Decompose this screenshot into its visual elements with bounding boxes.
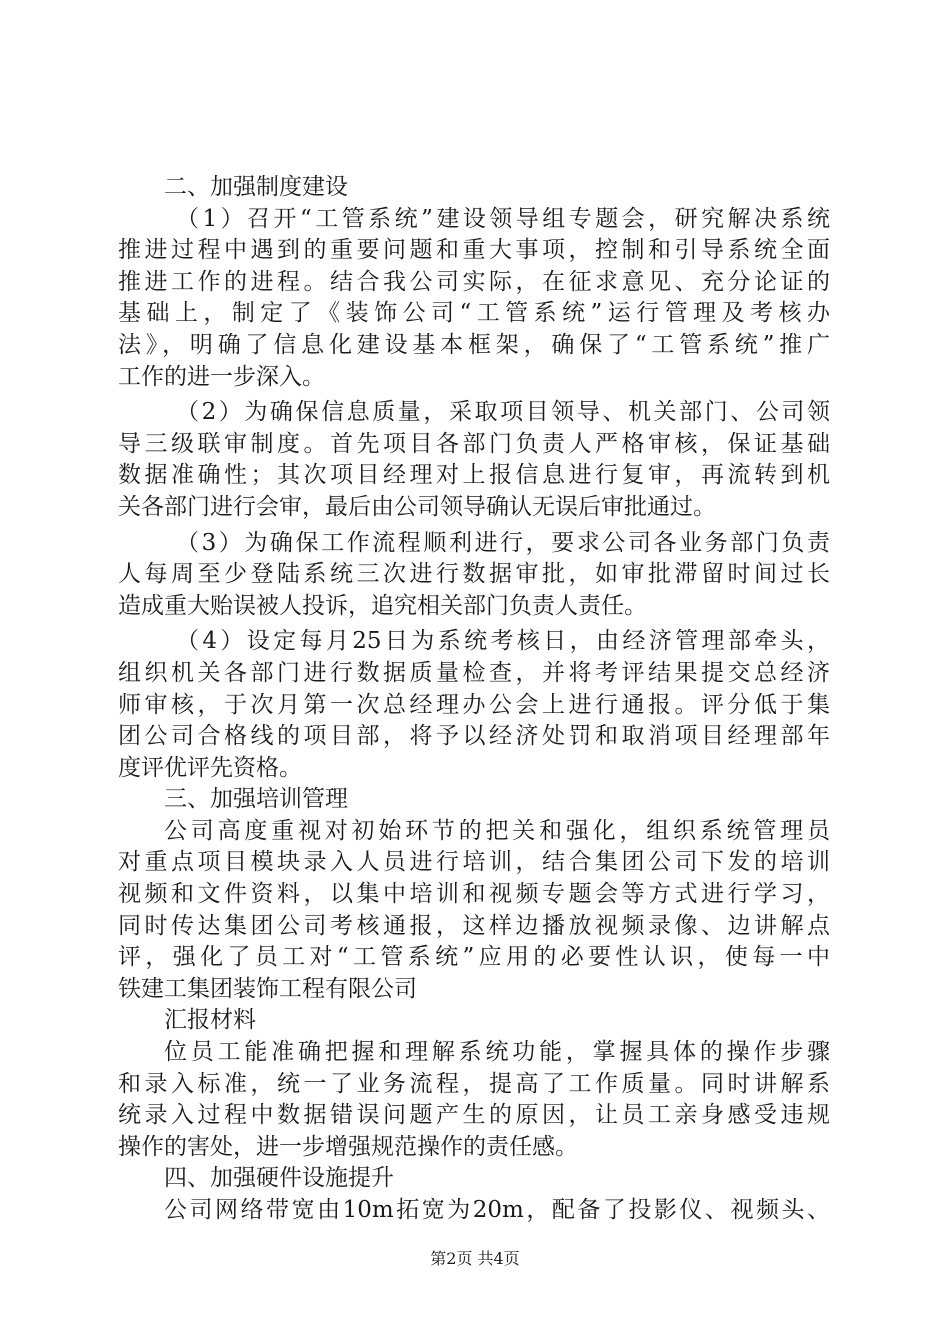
company-name-line: 铁建工集团装饰工程有限公司 bbox=[118, 975, 417, 1002]
section-heading: 三、加强培训管理 bbox=[164, 786, 348, 813]
paragraph-line: 法》，明确了信息化建设基本框架，确保了“工管系统”推广 bbox=[118, 331, 830, 358]
paragraph-line: 组织机关各部门进行数据质量检查，并将考评结果提交总经济 bbox=[118, 659, 830, 686]
paragraph-line: 位员工能准确把握和理解系统功能，掌握具体的操作步骤 bbox=[164, 1039, 830, 1066]
paragraph-line: 数据准确性；其次项目经理对上报信息进行复审，再流转到机 bbox=[118, 462, 830, 489]
report-label: 汇报材料 bbox=[164, 1007, 256, 1034]
paragraph-line: （3）为确保工作流程顺利进行，要求公司各业务部门负责 bbox=[176, 529, 830, 556]
paragraph-line: 造成重大贻误被人投诉，追究相关部门负责人责任。 bbox=[118, 592, 647, 619]
paragraph-line: 推进过程中遇到的重要问题和重大事项，控制和引导系统全面 bbox=[118, 237, 830, 264]
paragraph-line: 关各部门进行会审，最后由公司领导确认无误后审批通过。 bbox=[118, 493, 716, 520]
page-number-footer: 第2页 共4页 bbox=[430, 1249, 520, 1268]
paragraph-line: （2）为确保信息质量，采取项目领导、机关部门、公司领 bbox=[176, 399, 830, 426]
paragraph-line: 基础上，制定了《装饰公司“工管系统”运行管理及考核办 bbox=[118, 300, 830, 327]
paragraph-line: 公司网络带宽由10m拓宽为20m，配备了投影仪、视频头、 bbox=[164, 1197, 830, 1223]
paragraph-line: （4）设定每月25日为系统考核日，由经济管理部牵头， bbox=[176, 628, 830, 655]
paragraph-line: 导三级联审制度。首先项目各部门负责人严格审核，保证基础 bbox=[118, 430, 830, 457]
paragraph-line: 度评优评先资格。 bbox=[118, 754, 302, 781]
paragraph-line: 对重点项目模块录入人员进行培训，结合集团公司下发的培训 bbox=[118, 849, 830, 876]
paragraph-line: 人每周至少登陆系统三次进行数据审批，如审批滞留时间过长 bbox=[118, 561, 830, 588]
paragraph-line: 工作的进一步深入。 bbox=[118, 363, 325, 390]
paragraph-line: 操作的害处，进一步增强规范操作的责任感。 bbox=[118, 1133, 578, 1160]
paragraph-line: 公司高度重视对初始环节的把关和强化，组织系统管理员 bbox=[164, 817, 830, 844]
paragraph-line: 和录入标准，统一了业务流程，提高了工作质量。同时讲解系 bbox=[118, 1070, 830, 1097]
section-heading: 四、加强硬件设施提升 bbox=[164, 1165, 394, 1192]
document-body bbox=[118, 172, 830, 1227]
section-heading: 二、加强制度建设 bbox=[164, 174, 348, 200]
paragraph-line: 统录入过程中数据错误问题产生的原因，让员工亲身感受违规 bbox=[118, 1102, 830, 1129]
paragraph-line: （1）召开“工管系统”建设领导组专题会，研究解决系统 bbox=[176, 205, 830, 232]
paragraph-line: 视频和文件资料，以集中培训和视频专题会等方式进行学习， bbox=[118, 881, 830, 908]
paragraph-line: 评，强化了员工对“工管系统”应用的必要性认识，使每一中 bbox=[118, 944, 830, 971]
paragraph-line: 同时传达集团公司考核通报，这样边播放视频录像、边讲解点 bbox=[118, 912, 830, 939]
paragraph-line: 师审核，于次月第一次总经理办公会上进行通报。评分低于集 bbox=[118, 691, 830, 718]
paragraph-line: 团公司合格线的项目部，将予以经济处罚和取消项目经理部年 bbox=[118, 723, 830, 750]
paragraph-line: 推进工作的进程。结合我公司实际，在征求意见、充分论证的 bbox=[118, 268, 830, 295]
